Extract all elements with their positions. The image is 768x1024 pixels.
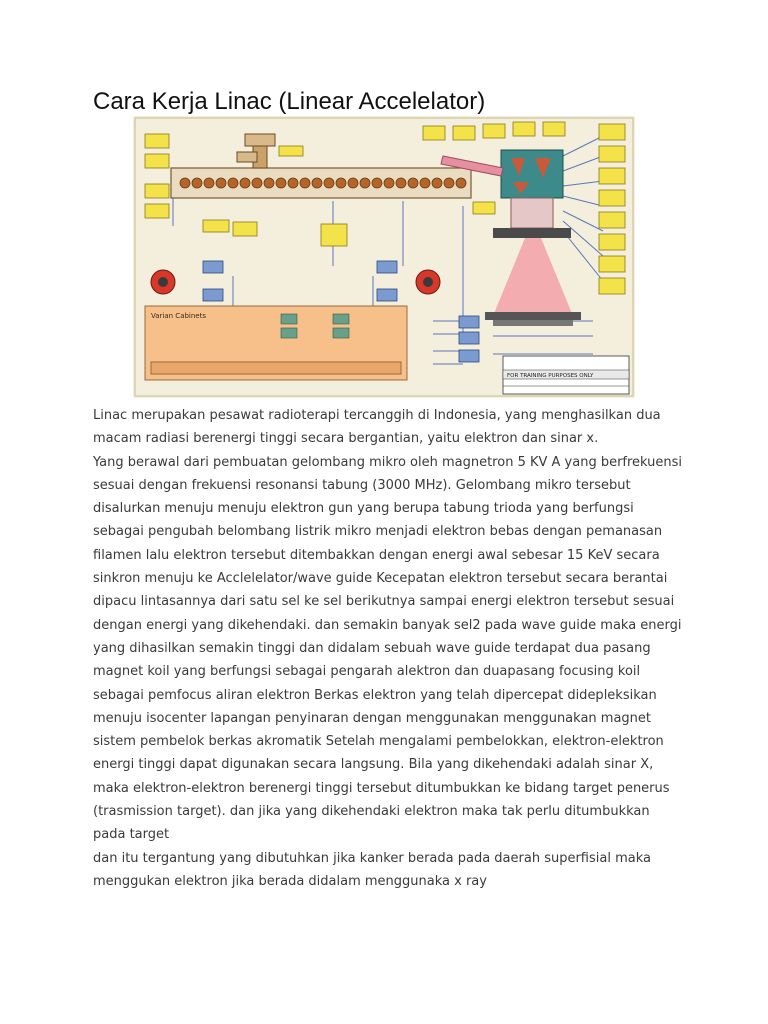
control-panel-label: Varian Cabinets (151, 312, 207, 320)
article-body (93, 404, 683, 893)
paragraph-process: Yang berawal dari pembuatan gelombang mikro oleh magnetron 5 KV A yang berfrekuensi sesuai dengan frekuensi resonansi tabung (3000 MHz). Gelombang mikro tersebut disalurkan menuju menuju elektron gun yang berupa tabung trioda yang berfungsi sebagai pengubah belombang listrik mikro menjadi elektron bebas dengan pemanasan filamen lalu elektron tersebut ditembakkan dengan energi awal sebesar 15 KeV secara sinkron menuju ke Acclelelator/wave guide Kecepatan elektron tersebut secara berantai dipacu lintasannya dari satu sel ke sel berikutnya sampai energi elektron tersebut sesuai dengan energi yang dikehendaki. dan semakin banyak sel2 pada wave guide maka energi yang dihasilkan semakin tinggi dan didalam sebuah wave guide terdapat dua pasang magnet koil yang berfungsi sebagai pengarah alektron dan duapasang focusing koil sebagai pemfocus aliran elektron Berkas elektron yang telah dipercepat didepleksikan menuju isocenter lapangan penyinaran dengan menggunakan menggunakan magnet sistem pembelok berkas akromatik Setelah mengalami pembelokkan, elektron-elektron energi tinggi dapat digunakan secara langsung. Bila yang dikehendaki adalah sinar X, maka elektron-elektron berenergi tinggi tersebut ditumbukkan ke bidang target penerus (trasmission target). dan jika yang dikehendaki elektron maka tak perlu ditumbukkan pada target (93, 454, 683, 843)
page-title: Cara Kerja Linac (Linear Accelelator) (93, 88, 486, 115)
linac-diagram-image (133, 116, 635, 398)
paragraph-conclusion: dan itu tergantung yang dibutuhkan jika kanker berada pada daerah superfisial maka menggukan elektron jika berada didalam menggunaka x ray (93, 850, 651, 889)
treatment-head (511, 198, 553, 228)
training-note: FOR TRAINING PURPOSES ONLY (507, 373, 594, 379)
paragraph-intro: Linac merupakan pesawat radioterapi tercanggih di Indonesia, yang menghasilkan dua macam radiasi berenergi tinggi secara bergantian, yaitu elektron dan sinar x. (93, 408, 661, 447)
title-block (503, 356, 629, 394)
bending-magnet-head (501, 150, 563, 198)
